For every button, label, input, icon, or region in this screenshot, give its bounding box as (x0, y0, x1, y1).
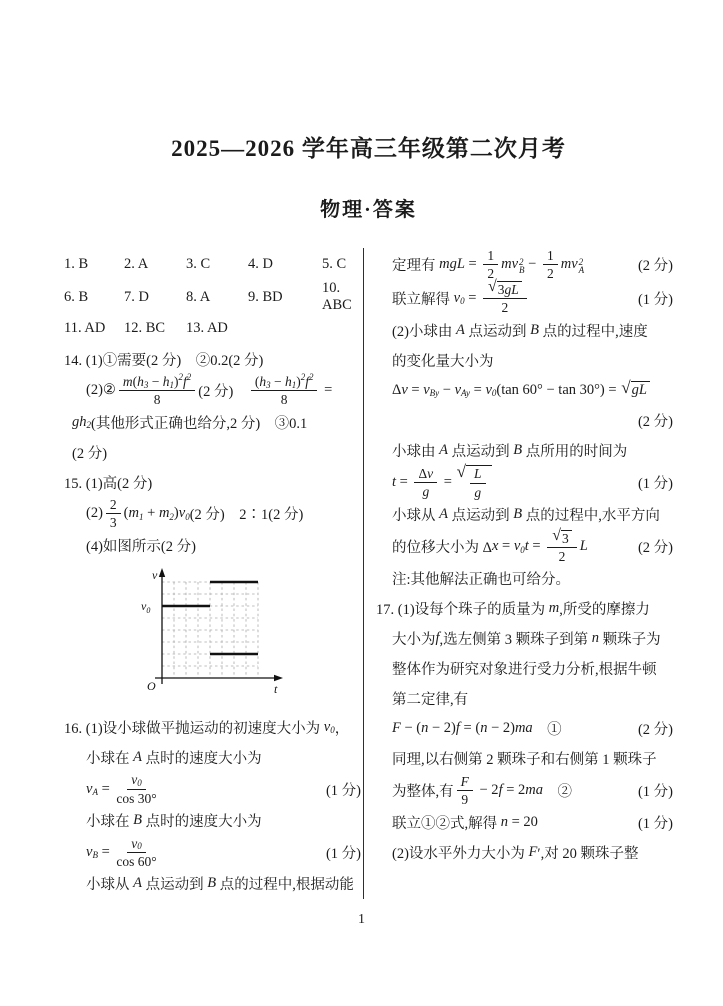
answer-item: 9. BD (248, 288, 283, 305)
graph-v0-tick: $v_0$ (141, 599, 151, 616)
page-number: 1 (358, 912, 365, 927)
content-line: 的变化量大小为 (392, 353, 494, 370)
score-label: (1 分) (637, 783, 673, 800)
content-line: 注:其他解法正确也可给分。 (392, 572, 571, 589)
fraction: 2 3 (106, 497, 121, 530)
content-line: 同理,以右侧第 2 颗珠子和右侧第 1 颗珠子 (392, 752, 657, 769)
score-label: (1 分) (637, 815, 673, 832)
fraction: Δ v g (414, 466, 437, 499)
content-line: 14. (1)①需要(2 分) ②0.2(2 分) (64, 352, 264, 369)
content-line: 大小为 f ,选左侧第 3 颗珠子到第 n 颗珠子为 (392, 630, 661, 649)
answer-row (64, 312, 361, 344)
content-line: v A = v 0 cos 30° (1 分) (86, 772, 361, 806)
graph-xlabel: t (274, 682, 278, 697)
content-line: t = Δ v g = √ L g (1 分) (392, 462, 673, 500)
content-line: 15. (1)高(2 分) (64, 475, 153, 492)
fraction: ( h 3 − h 1 ) 2 f 2 8 (251, 374, 318, 407)
content-line: 17. (1)设每个珠子的质量为 m ,所受的摩擦力 (376, 600, 650, 619)
fraction: $\frac{1}{2}$ (543, 248, 558, 281)
left-column (64, 248, 361, 899)
content-line: (2)② m ( h 3 − h 1 ) 2 f 2 8 (2 分) ( h 3 − h 1 ) 2 f 2 8 = (86, 371, 333, 408)
answer-item: 11. AD (64, 319, 106, 336)
sub-sup: v 2 B (511, 256, 525, 275)
score-label: (2 分) (637, 722, 673, 739)
content-line: 第二定律,有 (392, 692, 469, 709)
fraction: √ 3 2 (547, 530, 577, 564)
content-line: 的位移大小为 Δ x = v 0 t = √ 3 2 L (2 分) (392, 526, 673, 564)
graph-ylabel: v (152, 568, 158, 583)
page-subtitle: 物理·答案 (320, 199, 417, 221)
radical: √ L g (457, 465, 492, 499)
fraction: $\frac{1}{2}$ (483, 248, 498, 281)
content-line: (2)小球由 A 点运动到 B 点的过程中,速度 (392, 321, 648, 340)
graph-grid (162, 582, 258, 678)
content-line: 小球从 A 点运动到 B 点的过程中,水平方向 (392, 506, 660, 525)
y-axis-arrow (159, 568, 165, 577)
answer-item: 1. B (64, 255, 89, 272)
answer-item: 8. A (186, 288, 211, 305)
answer-row (64, 280, 361, 312)
answer-item: 2. A (124, 255, 149, 272)
content-line: gh 2 (其他形式正确也给分,2 分) ③0.1 (72, 413, 308, 432)
left-lines-top (64, 344, 361, 560)
content-line (392, 405, 673, 435)
answer-item: 7. D (124, 288, 149, 305)
header (64, 0, 673, 222)
fraction: v 0 cos 60° (116, 835, 157, 869)
content-line: (2)设水平外力大小为 F ′,对 20 颗珠子整 (392, 843, 639, 862)
graph-origin-label: O (147, 679, 156, 694)
answer-row (64, 248, 361, 280)
content-line: 定理有 mgL = $\frac{1}{2}$ m v 2 B − $\frac{1}{2}$ m v 2 A (2 分) (392, 248, 673, 282)
score-label: (1 分) (325, 782, 361, 799)
content-line: (2 分) (72, 445, 108, 462)
content-line: 小球在 A 点时的速度大小为 (86, 748, 262, 767)
fraction: v 0 cos 30° (116, 772, 157, 806)
score-label: (1 分) (637, 291, 673, 308)
content-line: 16. (1)设小球做平抛运动的初速度大小为 v 0 ， (64, 718, 350, 737)
radical: √ gL (621, 381, 650, 399)
fraction: L g (470, 466, 486, 499)
fraction: F 9 (457, 774, 473, 807)
content-line: 联立①②式,解得 n = 20 (1 分) (392, 813, 673, 832)
answer-item: 12. BC (124, 319, 166, 336)
fraction: √ 3 gL 2 (483, 281, 527, 315)
content-line: 小球在 B 点时的速度大小为 (86, 812, 262, 831)
page-title: 2025—2026 学年高三年级第二次月考 (171, 136, 566, 161)
content-line: 联立解得 v 0 = √ 3 gL 2 (1 分) (392, 278, 673, 316)
vt-graph (136, 566, 308, 704)
content-line: 小球由 A 点运动到 B 点所用的时间为 (392, 441, 628, 460)
content-line: 小球从 A 点运动到 B 点的过程中,根据动能 (86, 875, 354, 894)
x-axis-arrow (274, 675, 283, 681)
content-line: F − ( n − 2) f = ( n − 2) ma ① (2 分) (392, 720, 673, 739)
answer-item: 4. D (248, 255, 273, 272)
content-columns (64, 248, 673, 899)
answer-key (64, 248, 361, 344)
sub-sup: v 2 A (571, 256, 585, 275)
answer-item: 13. AD (186, 319, 228, 336)
radical: √ 3 (552, 530, 572, 546)
score-label: (2 分) (637, 258, 673, 275)
score-label: (2 分) (637, 413, 673, 430)
content-line: (4)如图所示(2 分) (86, 538, 196, 555)
content-line: (2) 2 3 ( m 1 + m 2 ) v 0 (2 分) 2∶1(2 分) (86, 497, 304, 531)
content-line: Δ v = v By − v Ay = v 0 (tan 60° − tan 30°) = √ gL (392, 375, 673, 405)
content-line: 整体作为研究对象进行受力分析,根据牛顿 (392, 662, 657, 679)
answer-item: 5. C (322, 255, 347, 272)
right-column (364, 248, 673, 899)
fraction: m ( h 3 − h 1 ) 2 f 2 8 (119, 374, 195, 407)
left-lines-bottom (64, 712, 361, 898)
radical: √ 3 gL (488, 281, 522, 297)
score-label: (1 分) (637, 476, 673, 493)
score-label: (1 分) (325, 845, 361, 862)
score-label: (2 分) (637, 540, 673, 557)
answer-item: 10. ABC (322, 280, 352, 313)
content-line: v B = v 0 cos 60° (1 分) (86, 835, 361, 869)
content-line: 为整体,有 F 9 − 2 f = 2 ma ② (1 分) (392, 773, 673, 807)
answer-item: 6. B (64, 288, 89, 305)
answer-item: 3. C (186, 255, 211, 272)
